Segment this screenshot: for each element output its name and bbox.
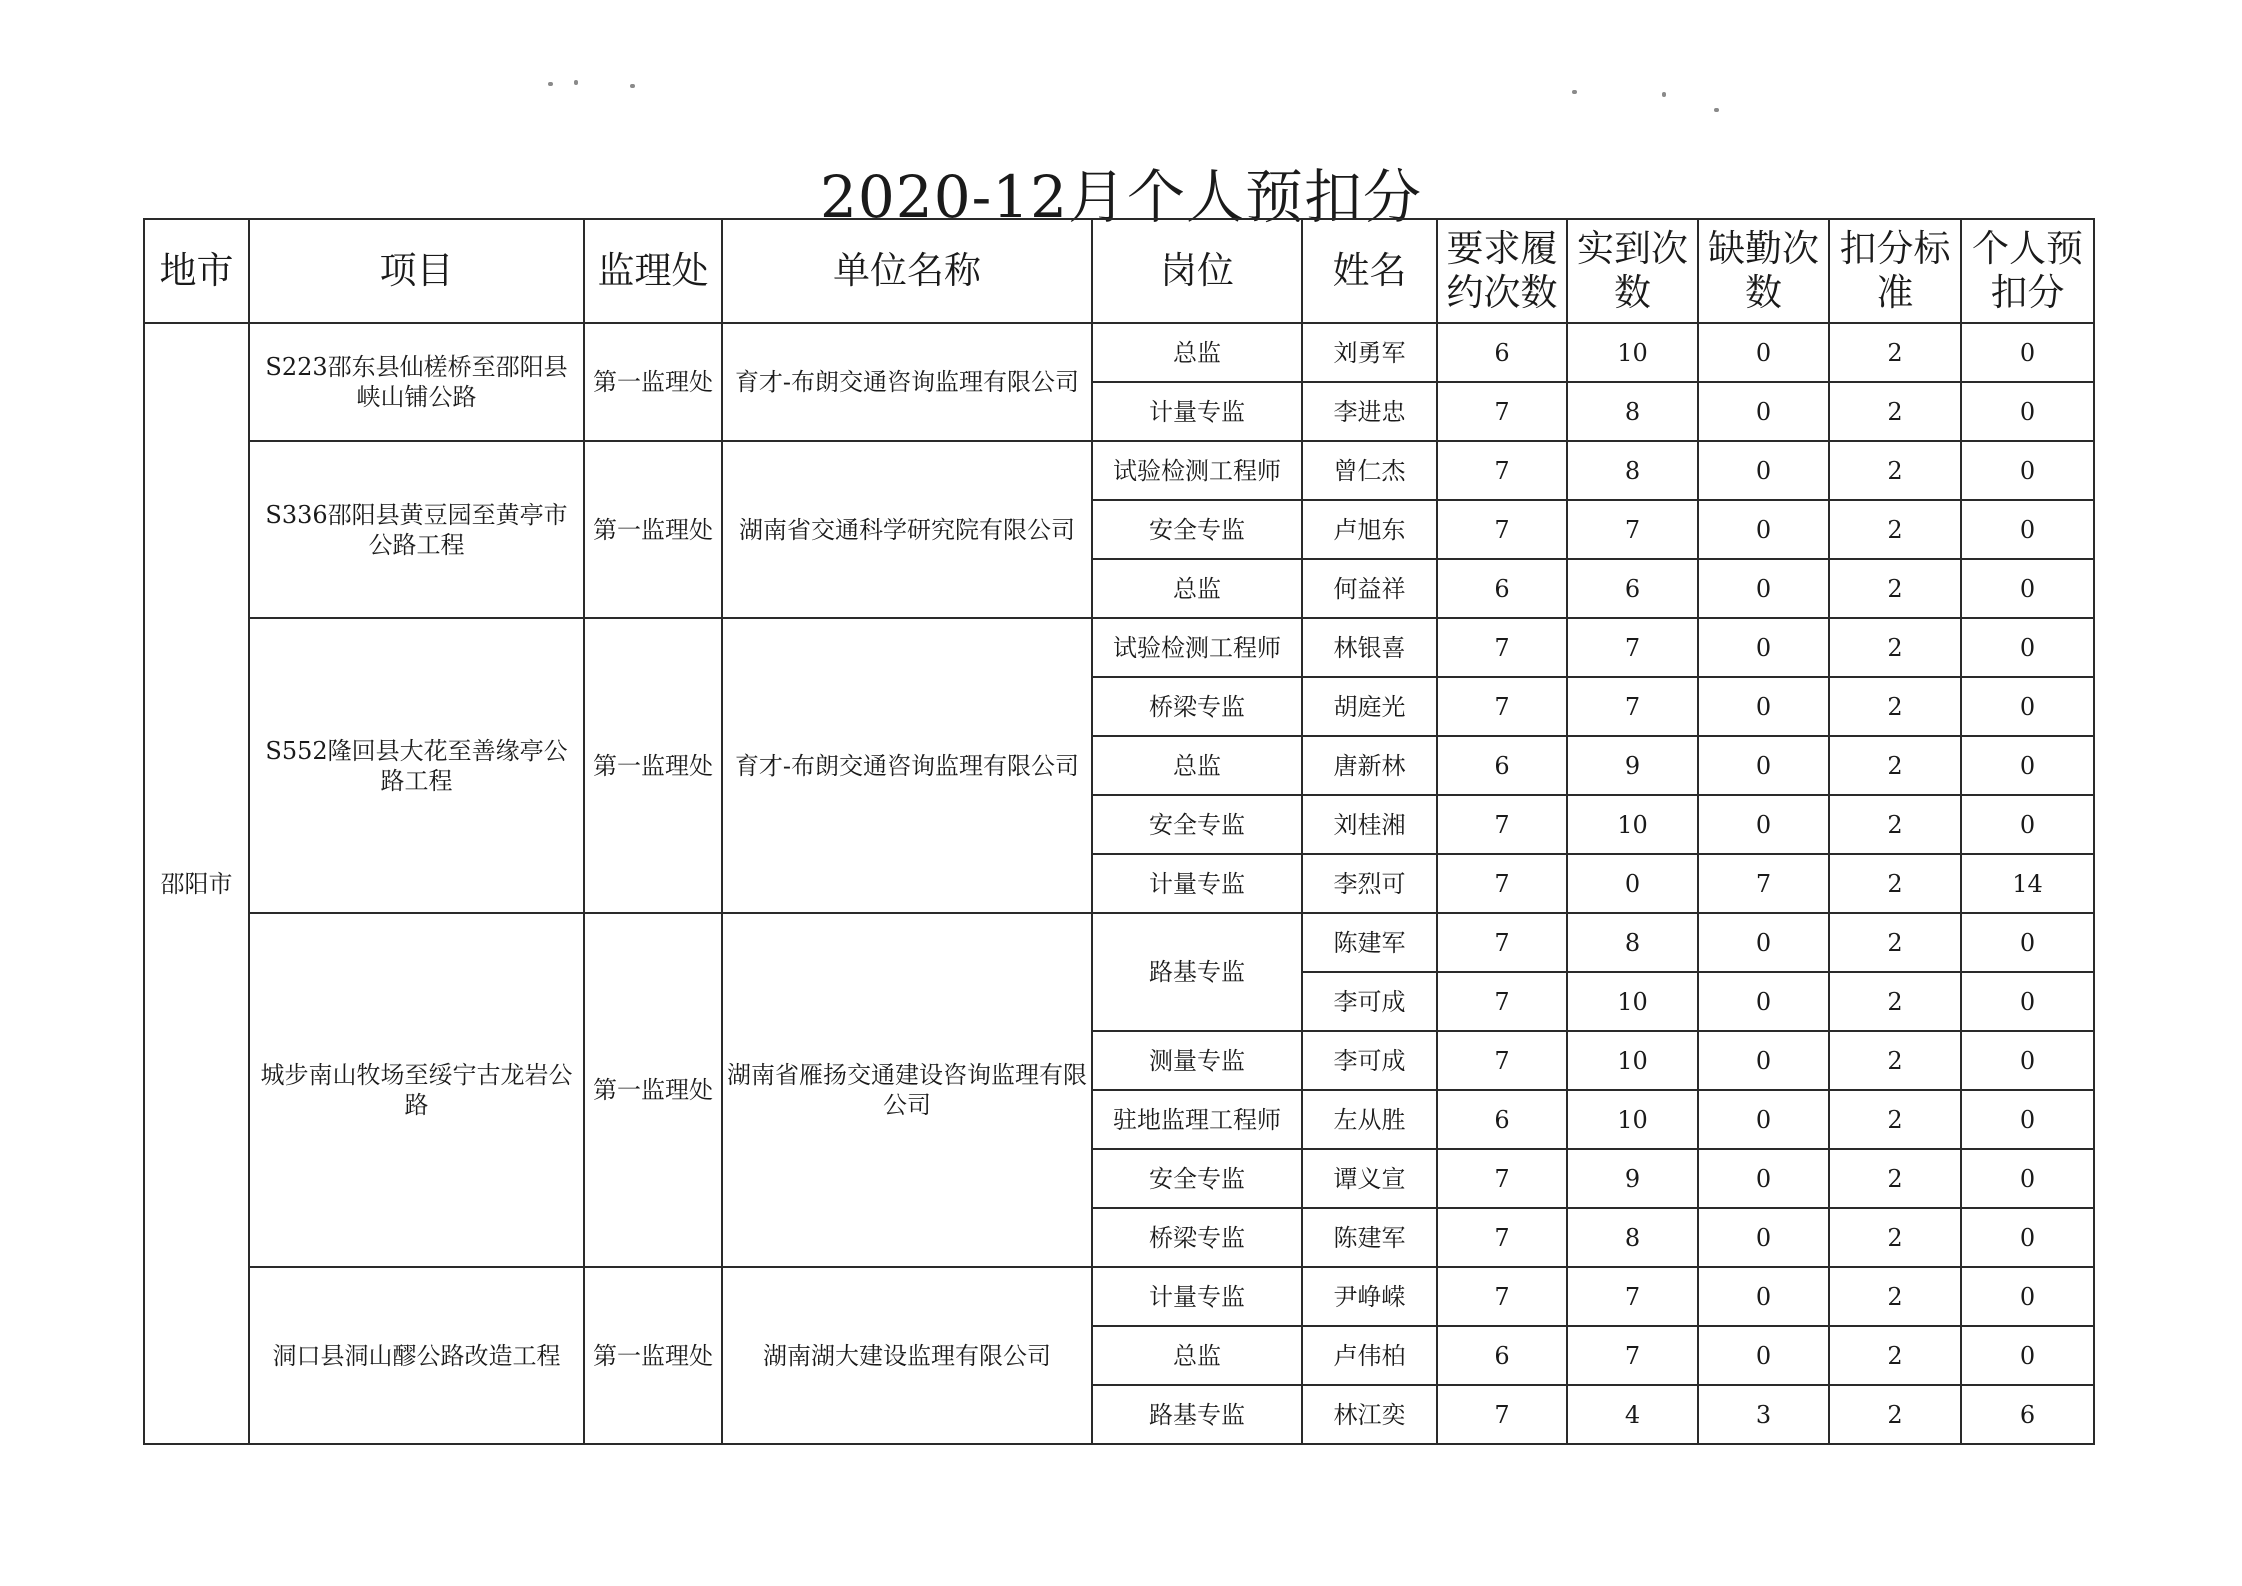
- absent-cell: 0: [1698, 1208, 1829, 1267]
- name-cell: 陈建军: [1302, 913, 1437, 972]
- header-name: 姓名: [1302, 219, 1437, 323]
- deduction-cell: 0: [1961, 382, 2094, 441]
- post-cell: 计量专监: [1092, 382, 1302, 441]
- required-cell: 7: [1437, 382, 1567, 441]
- post-cell: 路基专监: [1092, 1385, 1302, 1444]
- absent-cell: 0: [1698, 559, 1829, 618]
- office-cell: 第一监理处: [584, 1267, 722, 1444]
- absent-cell: 7: [1698, 854, 1829, 913]
- absent-cell: 0: [1698, 1090, 1829, 1149]
- standard-cell: 2: [1829, 972, 1961, 1031]
- standard-cell: 2: [1829, 1149, 1961, 1208]
- city-cell: 邵阳市: [144, 323, 249, 1444]
- standard-cell: 2: [1829, 795, 1961, 854]
- deduction-cell: 0: [1961, 618, 2094, 677]
- required-cell: 7: [1437, 1385, 1567, 1444]
- absent-cell: 0: [1698, 913, 1829, 972]
- name-cell: 何益祥: [1302, 559, 1437, 618]
- actual-cell: 7: [1567, 500, 1698, 559]
- standard-cell: 2: [1829, 913, 1961, 972]
- standard-cell: 2: [1829, 1090, 1961, 1149]
- required-cell: 7: [1437, 1208, 1567, 1267]
- post-cell: 安全专监: [1092, 1149, 1302, 1208]
- header-city: 地市: [144, 219, 249, 323]
- required-cell: 7: [1437, 441, 1567, 500]
- actual-cell: 4: [1567, 1385, 1698, 1444]
- deduction-cell: 0: [1961, 1208, 2094, 1267]
- deduction-cell: 0: [1961, 795, 2094, 854]
- absent-cell: 0: [1698, 441, 1829, 500]
- header-standard: 扣分标准: [1829, 219, 1961, 323]
- name-cell: 刘桂湘: [1302, 795, 1437, 854]
- absent-cell: 0: [1698, 1267, 1829, 1326]
- name-cell: 卢旭东: [1302, 500, 1437, 559]
- header-post: 岗位: [1092, 219, 1302, 323]
- company-cell: 湖南湖大建设监理有限公司: [722, 1267, 1092, 1444]
- standard-cell: 2: [1829, 441, 1961, 500]
- actual-cell: 7: [1567, 618, 1698, 677]
- absent-cell: 0: [1698, 500, 1829, 559]
- post-cell: 桥梁专监: [1092, 677, 1302, 736]
- table-row: [144, 913, 2094, 972]
- actual-cell: 10: [1567, 972, 1698, 1031]
- actual-cell: 7: [1567, 1267, 1698, 1326]
- required-cell: 6: [1437, 559, 1567, 618]
- actual-cell: 6: [1567, 559, 1698, 618]
- deduction-cell: 0: [1961, 1149, 2094, 1208]
- page-title: 2020-12月个人预扣分: [819, 163, 1422, 231]
- project-cell: S223邵东县仙槎桥至邵阳县峡山铺公路: [249, 323, 584, 441]
- standard-cell: 2: [1829, 1208, 1961, 1267]
- scan-speck: [1572, 90, 1577, 94]
- standard-cell: 2: [1829, 1326, 1961, 1385]
- standard-cell: 2: [1829, 500, 1961, 559]
- required-cell: 6: [1437, 1090, 1567, 1149]
- header-row: [144, 219, 2094, 323]
- actual-cell: 10: [1567, 1031, 1698, 1090]
- name-cell: 唐新林: [1302, 736, 1437, 795]
- table-row: [144, 618, 2094, 677]
- required-cell: 6: [1437, 323, 1567, 382]
- post-cell: 总监: [1092, 323, 1302, 382]
- post-cell: 路基专监: [1092, 913, 1302, 1031]
- absent-cell: 0: [1698, 677, 1829, 736]
- name-cell: 李进忠: [1302, 382, 1437, 441]
- project-cell: 城步南山牧场至绥宁古龙岩公路: [249, 913, 584, 1267]
- required-cell: 7: [1437, 1267, 1567, 1326]
- post-cell: 安全专监: [1092, 795, 1302, 854]
- standard-cell: 2: [1829, 559, 1961, 618]
- standard-cell: 2: [1829, 736, 1961, 795]
- absent-cell: 0: [1698, 972, 1829, 1031]
- required-cell: 7: [1437, 1031, 1567, 1090]
- standard-cell: 2: [1829, 1385, 1961, 1444]
- project-cell: S552隆回县大花至善缘亭公路工程: [249, 618, 584, 913]
- actual-cell: 8: [1567, 441, 1698, 500]
- required-cell: 7: [1437, 854, 1567, 913]
- actual-cell: 0: [1567, 854, 1698, 913]
- office-cell: 第一监理处: [584, 618, 722, 913]
- name-cell: 尹峥嵘: [1302, 1267, 1437, 1326]
- name-cell: 曾仁杰: [1302, 441, 1437, 500]
- deduction-cell: 0: [1961, 677, 2094, 736]
- post-cell: 测量专监: [1092, 1031, 1302, 1090]
- table-row: [144, 323, 2094, 382]
- required-cell: 7: [1437, 972, 1567, 1031]
- deduction-cell: 0: [1961, 1031, 2094, 1090]
- post-cell: 安全专监: [1092, 500, 1302, 559]
- name-cell: 胡庭光: [1302, 677, 1437, 736]
- post-cell: 计量专监: [1092, 854, 1302, 913]
- deduction-cell: 0: [1961, 1267, 2094, 1326]
- required-cell: 6: [1437, 736, 1567, 795]
- name-cell: 陈建军: [1302, 1208, 1437, 1267]
- required-cell: 6: [1437, 1326, 1567, 1385]
- post-cell: 试验检测工程师: [1092, 441, 1302, 500]
- project-cell: 洞口县洞山醪公路改造工程: [249, 1267, 584, 1444]
- actual-cell: 8: [1567, 913, 1698, 972]
- name-cell: 李可成: [1302, 1031, 1437, 1090]
- scan-speck: [630, 84, 635, 88]
- header-deduction: 个人预扣分: [1961, 219, 2094, 323]
- deduction-cell: 0: [1961, 736, 2094, 795]
- absent-cell: 0: [1698, 1149, 1829, 1208]
- actual-cell: 8: [1567, 382, 1698, 441]
- post-cell: 桥梁专监: [1092, 1208, 1302, 1267]
- deduction-cell: 0: [1961, 1326, 2094, 1385]
- absent-cell: 3: [1698, 1385, 1829, 1444]
- deduction-cell: 0: [1961, 441, 2094, 500]
- table-row: [144, 441, 2094, 500]
- name-cell: 林银喜: [1302, 618, 1437, 677]
- standard-cell: 2: [1829, 618, 1961, 677]
- header-company: 单位名称: [722, 219, 1092, 323]
- post-cell: 总监: [1092, 559, 1302, 618]
- actual-cell: 8: [1567, 1208, 1698, 1267]
- deduction-table: [143, 218, 2095, 1445]
- scan-speck: [1662, 92, 1666, 97]
- standard-cell: 2: [1829, 382, 1961, 441]
- required-cell: 7: [1437, 618, 1567, 677]
- deduction-cell: 0: [1961, 500, 2094, 559]
- required-cell: 7: [1437, 500, 1567, 559]
- office-cell: 第一监理处: [584, 913, 722, 1267]
- post-cell: 驻地监理工程师: [1092, 1090, 1302, 1149]
- actual-cell: 7: [1567, 1326, 1698, 1385]
- company-cell: 育才-布朗交通咨询监理有限公司: [722, 618, 1092, 913]
- actual-cell: 9: [1567, 736, 1698, 795]
- header-required: 要求履约次数: [1437, 219, 1567, 323]
- required-cell: 7: [1437, 677, 1567, 736]
- header-project: 项目: [249, 219, 584, 323]
- post-cell: 总监: [1092, 736, 1302, 795]
- deduction-cell: 14: [1961, 854, 2094, 913]
- absent-cell: 0: [1698, 618, 1829, 677]
- scan-speck: [548, 82, 553, 86]
- post-cell: 计量专监: [1092, 1267, 1302, 1326]
- standard-cell: 2: [1829, 1267, 1961, 1326]
- standard-cell: 2: [1829, 854, 1961, 913]
- actual-cell: 9: [1567, 1149, 1698, 1208]
- company-cell: 湖南省雁扬交通建设咨询监理有限公司: [722, 913, 1092, 1267]
- absent-cell: 0: [1698, 1031, 1829, 1090]
- post-cell: 试验检测工程师: [1092, 618, 1302, 677]
- actual-cell: 10: [1567, 1090, 1698, 1149]
- deduction-cell: 0: [1961, 913, 2094, 972]
- company-cell: 湖南省交通科学研究院有限公司: [722, 441, 1092, 618]
- required-cell: 7: [1437, 913, 1567, 972]
- company-cell: 育才-布朗交通咨询监理有限公司: [722, 323, 1092, 441]
- scan-speck: [574, 80, 578, 85]
- required-cell: 7: [1437, 795, 1567, 854]
- name-cell: 李烈可: [1302, 854, 1437, 913]
- deduction-cell: 0: [1961, 323, 2094, 382]
- name-cell: 林江奕: [1302, 1385, 1437, 1444]
- absent-cell: 0: [1698, 736, 1829, 795]
- name-cell: 李可成: [1302, 972, 1437, 1031]
- standard-cell: 2: [1829, 323, 1961, 382]
- header-office: 监理处: [584, 219, 722, 323]
- table-row: [144, 1267, 2094, 1326]
- deduction-cell: 0: [1961, 559, 2094, 618]
- actual-cell: 10: [1567, 795, 1698, 854]
- actual-cell: 7: [1567, 677, 1698, 736]
- name-cell: 谭义宣: [1302, 1149, 1437, 1208]
- post-cell: 总监: [1092, 1326, 1302, 1385]
- project-cell: S336邵阳县黄豆园至黄亭市公路工程: [249, 441, 584, 618]
- standard-cell: 2: [1829, 1031, 1961, 1090]
- deduction-cell: 0: [1961, 972, 2094, 1031]
- absent-cell: 0: [1698, 1326, 1829, 1385]
- header-actual: 实到次数: [1567, 219, 1698, 323]
- scan-speck: [1714, 108, 1719, 112]
- absent-cell: 0: [1698, 382, 1829, 441]
- required-cell: 7: [1437, 1149, 1567, 1208]
- office-cell: 第一监理处: [584, 323, 722, 441]
- absent-cell: 0: [1698, 795, 1829, 854]
- name-cell: 左从胜: [1302, 1090, 1437, 1149]
- name-cell: 卢伟柏: [1302, 1326, 1437, 1385]
- absent-cell: 0: [1698, 323, 1829, 382]
- header-absent: 缺勤次数: [1698, 219, 1829, 323]
- office-cell: 第一监理处: [584, 441, 722, 618]
- standard-cell: 2: [1829, 677, 1961, 736]
- deduction-cell: 6: [1961, 1385, 2094, 1444]
- actual-cell: 10: [1567, 323, 1698, 382]
- deduction-cell: 0: [1961, 1090, 2094, 1149]
- name-cell: 刘勇军: [1302, 323, 1437, 382]
